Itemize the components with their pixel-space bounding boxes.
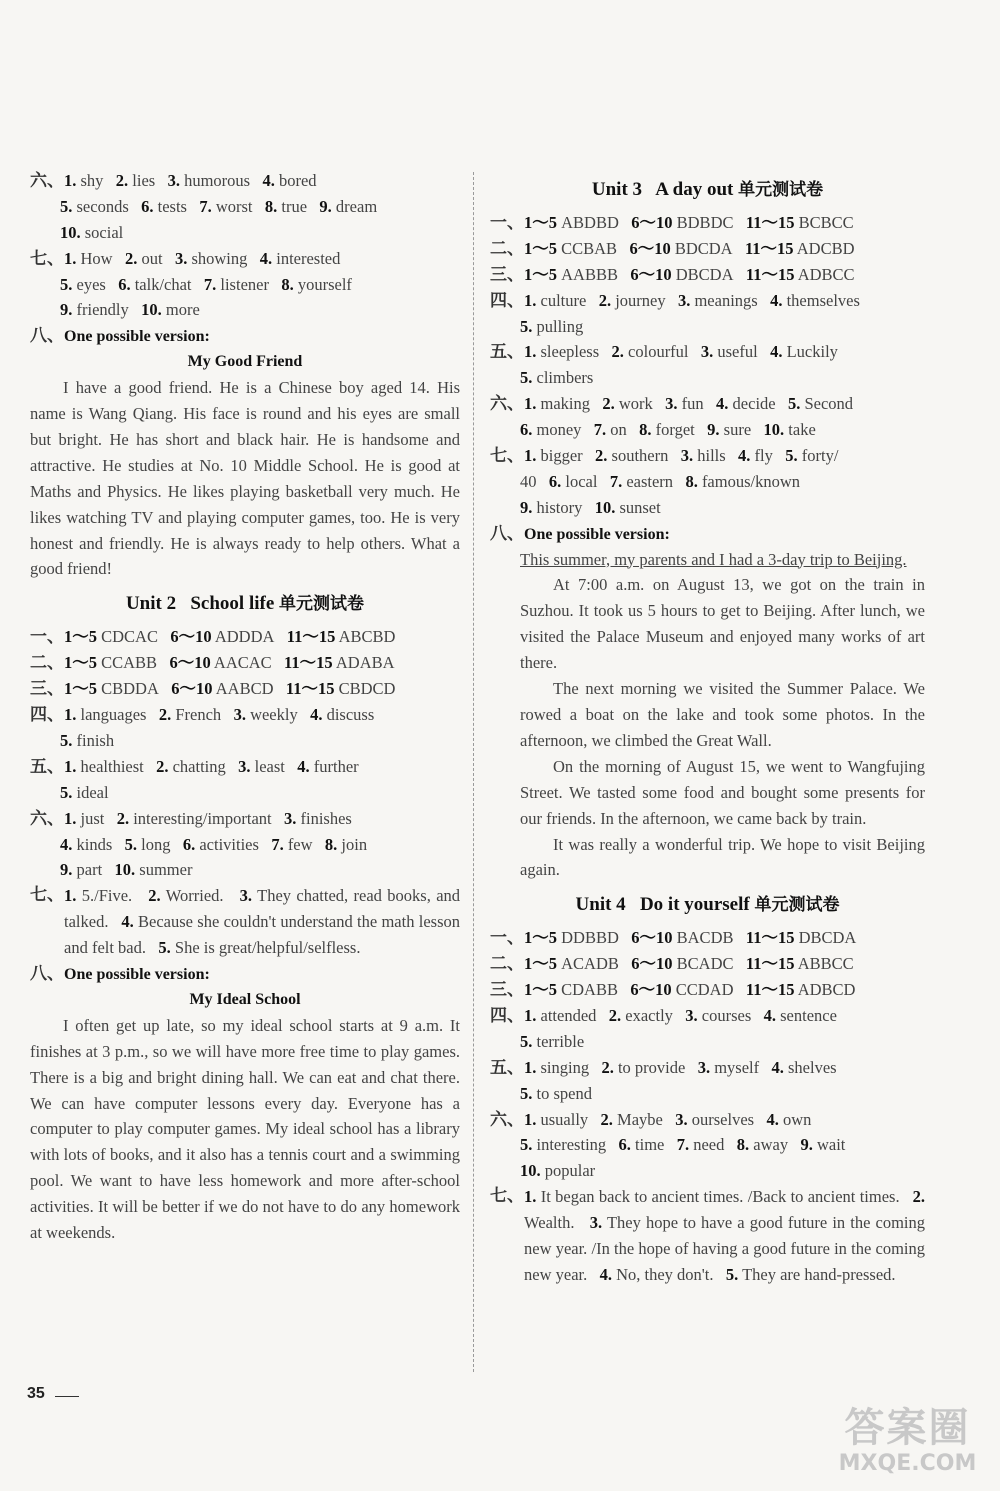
section-7-unit2: 七、 1. 5./Five. 2. Worried. 3. They chatted, read books, and talked. 4. Because she couldn't understand the math lesson and felt bad. 5. She is great/helpful/selfless. (30, 885, 461, 958)
column-divider (473, 172, 474, 1372)
page-number: 35 (27, 1385, 45, 1402)
section-4-unit4: 四、1. attended 2. exactly 3. courses 4. sentence 5. terrible (490, 1006, 837, 1051)
section-4-unit3: 四、1. culture 2. journey 3. meanings 4. themselves 5. pulling (490, 290, 860, 336)
essay-paragraph: The next morning we visited the Summer Palace. We rowed a boat on the lake and took some photos. In the afternoon, we climbed the Great Wall. (520, 679, 925, 750)
section-5-unit2: 五、1. healthiest 2. chatting 3. least 4. further 5. ideal (30, 756, 359, 802)
section-7-unit4: 七、 1. It began back to ancient times. /Back to ancient times. 2. Wealth. 3. They hope to have a good future in the coming new year. /In the hope of having a good future in the coming new year. 4. No, they don't. 5. They are hand-pressed. (490, 1186, 926, 1284)
essay-paragraph: It was really a wonderful trip. We hope to visit Beijing again. (520, 834, 925, 880)
essay-title: My Good Friend (187, 353, 303, 371)
unit-2-title: Unit 2 School life 单元测试卷 (125, 593, 365, 615)
left-column (30, 168, 460, 1246)
section-5-unit3: 五、1. sleepless 2. colourful 3. useful 4. Luckily 5. climbers (490, 342, 838, 388)
watermark-logo: 答案圈 MXQE.COM (838, 1405, 977, 1476)
section-8-unit1: 八、One possible version: My Good Friend I have a good friend. He is a Chinese boy aged 14. His name is Wang Qiang. His face is round and his eyes are small but bright. He has short and black hair. He is handsome and attractive. He studies at No. 10 Middle School. He is good at Maths and Physics. He likes playing basketball very much. He likes watching TV and playing computer games, too. He is very honest and friendly. He is always ready to help others. What a good friend! (30, 323, 460, 582)
section-8-unit3: 八、One possible version: This summer, my parents and I had a 3-day trip to Beijing. At 7:00 a.m. on August 13, we got on the train in Suzhou. It took us 5 hours to get to Beijing. After lunch, we visited the Palace Museum and enjoyed many works of art there. The next morning we visited the Summer Palace. We rowed a boat on the lake and took some photos. In the afternoon, we climbed the Great Wall. On the morning of August 15, we went to Wangfujing Street. We tasted some food and bought some presents for our friends. In the afternoon, we came back by train. It was really a wonderful trip. We hope to visit Beijing again. (490, 521, 925, 884)
section-5-unit4: 五、1. singing 2. to provide 3. myself 4. shelves 5. to spend (490, 1057, 837, 1103)
page-number-rule (55, 1396, 79, 1397)
essay-lead: This summer, my parents and I had a 3-day trip to Beijing. (520, 549, 907, 569)
essay-title: My Ideal School (189, 990, 301, 1008)
section-6-unit2: 六、1. just 2. interesting/important 3. finishes 4. kinds 5. long 6. activities 7. few 8. join 9. part 10. summer (30, 808, 368, 880)
section-8-unit2: 八、One possible version: My Ideal School I often get up late, so my ideal school starts at 9 a.m. It finishes at 3 p.m., so we will have more free time to play games. There is a big and bright dining hall. We can eat and chat there. We can have computer lessons every day. Everyone has a computer to play computer games. My ideal school has a library with lots of books, and it also has a tennis court and a swimming pool. We want to have less homework and more after-school activities. It will be better if we do not have to do any homework at weekends. (30, 961, 460, 1246)
right-column (490, 168, 925, 1288)
essay-body: I often get up late, so my ideal school starts at 9 a.m. It finishes at 3 p.m., so we will have more free time to play games. There is a big and bright dining hall. We can eat and chat there. We can have computer lessons every day. Everyone has a computer to play computer games. My ideal school has a library with lots of books, and it also has a tennis court and a swimming pool. We want to have less homework and more after-school activities. It will be better if we do not have to do any homework at weekends. (30, 1015, 460, 1243)
mc-answers-unit3: 一、1～5 ABDBD 6～10 BDBDC 11～15 BCBCC 二、1～5 CCBAB 6～10 BDCDA 11～15 ADCBD 三、1～5 AABBB 6～10 DBCDA 11～15 ADBCC (490, 213, 855, 285)
unit-4-title: Unit 4 Do it yourself 单元测试卷 (575, 894, 840, 916)
essay-paragraph: At 7:00 a.m. on August 13, we got on the train in Suzhou. It took us 5 hours to get to Beijing. After lunch, we visited the Palace Museum and enjoyed many works of art there. (520, 575, 925, 673)
section-6-unit3: 六、1. making 2. work 3. fun 4. decide 5. Second 6. money 7. on 8. forget 9. sure 10. take (490, 394, 854, 440)
section-6-unit1: 六、1. shy 2. lies 3. humorous 4. bored 5. seconds 6. tests 7. worst 8. true 9. dream 10. social (30, 171, 378, 242)
section-7-unit3: 七、1. bigger 2. southern 3. hills 4. fly 5. forty/ 40 6. local 7. eastern 8. famous/known 9. history 10. sunset (490, 446, 839, 517)
essay-body: I have a good friend. He is a Chinese boy aged 14. His name is Wang Qiang. His face is round and his eyes are small but bright. He has short and black hair. He is handsome and attractive. He studies at No. 10 Middle School. He is good at Maths and Physics. He likes playing basketball very much. He likes watching TV and playing computer games, too. He is very honest and friendly. He is always ready to help others. What a good friend! (30, 378, 460, 579)
essay-paragraph: On the morning of August 15, we went to Wangfujing Street. We tasted some food and bought some presents for our friends. In the afternoon, we came back by train. (520, 756, 925, 828)
mc-answers-unit2: 一、1～5 CDCAC 6～10 ADDDA 11～15 ABCBD 二、1～5 CCABB 6～10 AACAC 11～15 ADABA 三、1～5 CBDDA 6～10 AABCD 11～15 CBDCD (30, 627, 396, 700)
section-7-unit1: 七、1. How 2. out 3. showing 4. interested 5. eyes 6. talk/chat 7. listener 8. yourself 9. friendly 10. more (30, 248, 352, 320)
unit-3-title: Unit 3 A day out 单元测试卷 (591, 179, 824, 200)
mc-answers-unit4: 一、1～5 DDBBD 6～10 BACDB 11～15 DBCDA 二、1～5 ACADB 6～10 BCADC 11～15 ABBCC 三、1～5 CDABB 6～10 CCDAD 11～15 ADBCD (490, 928, 857, 1001)
section-4-unit2: 四、1. languages 2. French 3. weekly 4. discuss 5. finish (30, 705, 375, 750)
section-6-unit4: 六、1. usually 2. Maybe 3. ourselves 4. own 5. interesting 6. time 7. need 8. away 9. wait 10. popular (490, 1109, 846, 1181)
